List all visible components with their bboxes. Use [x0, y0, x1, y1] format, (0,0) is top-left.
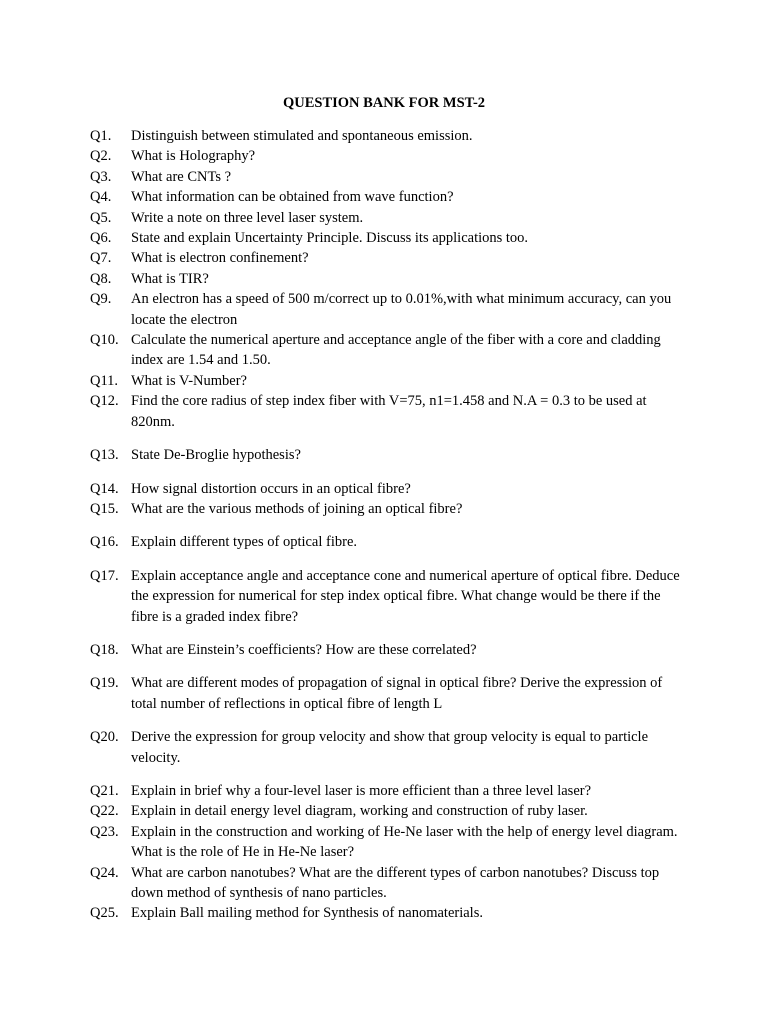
question-item	[90, 371, 680, 391]
question-text: Write a note on three level laser system.	[131, 209, 364, 226]
question-number: Q9.	[90, 291, 112, 308]
question-text: How signal distortion occurs in an optical fibre?	[131, 480, 411, 497]
question-text: What are carbon nanotubes? What are the different types of carbon nanotubes? Discuss top down method of synthesis of nano particles.	[131, 864, 660, 901]
question-list	[90, 126, 680, 924]
question-text: Explain in brief why a four-level laser is more efficient than a three level laser?	[131, 782, 592, 799]
question-item	[90, 727, 680, 768]
question-text: What are different modes of propagation of signal in optical fibre? Derive the expression of total number of reflections in optical fibre of length L	[131, 675, 663, 712]
question-item	[90, 781, 680, 801]
question-number: Q14.	[90, 480, 119, 497]
question-text: What information can be obtained from wave function?	[131, 189, 454, 206]
question-text: Explain Ball mailing method for Synthesis of nanomaterials.	[131, 905, 483, 922]
question-number: Q24.	[90, 864, 119, 881]
question-item	[90, 445, 680, 465]
question-text: What is V-Number?	[131, 372, 247, 389]
question-item	[90, 801, 680, 821]
question-number: Q6.	[90, 230, 112, 247]
question-number: Q21.	[90, 782, 119, 799]
question-item	[90, 208, 680, 228]
question-item	[90, 822, 680, 863]
question-text: Explain in detail energy level diagram, working and construction of ruby laser.	[131, 803, 588, 820]
question-number: Q17.	[90, 567, 119, 584]
question-text: What are CNTs ?	[131, 168, 232, 185]
question-item	[90, 330, 680, 371]
question-item	[90, 391, 680, 432]
question-number: Q13.	[90, 447, 119, 464]
question-item	[90, 126, 680, 146]
question-number: Q15.	[90, 500, 119, 517]
question-number: Q10.	[90, 332, 119, 349]
question-number: Q25.	[90, 905, 119, 922]
question-item	[90, 479, 680, 499]
question-text: Calculate the numerical aperture and acceptance angle of the fiber with a core and cladding index are 1.54 and 1.50.	[131, 332, 661, 369]
question-text: What are the various methods of joining an optical fibre?	[131, 500, 463, 517]
question-number: Q7.	[90, 250, 112, 267]
question-number: Q16.	[90, 534, 119, 551]
question-text: Explain acceptance angle and acceptance cone and numerical aperture of optical fibre. Deduce the expression for numerical for step index optical fibre. What change would be there if the fibre is a graded index fibre?	[131, 567, 680, 625]
question-item	[90, 269, 680, 289]
question-number: Q2.	[90, 148, 112, 165]
question-item	[90, 248, 680, 268]
question-text: What is electron confinement?	[131, 250, 309, 267]
question-number: Q3.	[90, 168, 112, 185]
question-text: What are Einstein’s coefficients? How are these correlated?	[131, 641, 477, 658]
question-number: Q12.	[90, 393, 119, 410]
question-text: Explain in the construction and working of He-Ne laser with the help of energy level diagram. What is the role of He in He-Ne laser?	[131, 823, 678, 861]
question-text: Explain different types of optical fibre.	[131, 534, 358, 551]
question-number: Q8.	[90, 270, 112, 287]
question-number: Q11.	[90, 372, 119, 389]
question-text: Find the core radius of step index fiber with V=75, n1=1.458 and N.A = 0.3 to be used at 820nm.	[131, 393, 647, 430]
question-text: State De-Broglie hypothesis?	[131, 447, 301, 464]
question-text: State and explain Uncertainty Principle. Discuss its applications too.	[131, 230, 529, 247]
question-number: Q4.	[90, 189, 112, 206]
question-item	[90, 146, 680, 166]
document-title: QUESTION BANK FOR MST-2	[282, 95, 486, 111]
question-number: Q5.	[90, 209, 112, 226]
question-item	[90, 499, 680, 519]
question-item	[90, 566, 680, 627]
question-number: Q1.	[90, 128, 112, 144]
question-item	[90, 640, 680, 660]
question-text: What is Holography?	[131, 148, 256, 165]
question-number: Q19.	[90, 675, 119, 692]
question-text: An electron has a speed of 500 m/correct up to 0.01%,with what minimum accuracy, can you locate the electron	[131, 291, 672, 328]
question-item	[90, 228, 680, 248]
question-text: Distinguish between stimulated and spontaneous emission.	[131, 128, 473, 144]
question-item	[90, 863, 680, 904]
question-item	[90, 532, 680, 552]
question-number: Q20.	[90, 729, 119, 746]
question-item	[90, 289, 680, 330]
question-number: Q22.	[90, 803, 119, 820]
question-number: Q18.	[90, 641, 119, 658]
question-number: Q23.	[90, 823, 119, 840]
question-item	[90, 187, 680, 207]
question-item	[90, 903, 680, 923]
question-item	[90, 673, 680, 714]
question-item	[90, 167, 680, 187]
question-text: Derive the expression for group velocity and show that group velocity is equal to particle velocity.	[131, 729, 649, 766]
question-text: What is TIR?	[131, 270, 209, 287]
